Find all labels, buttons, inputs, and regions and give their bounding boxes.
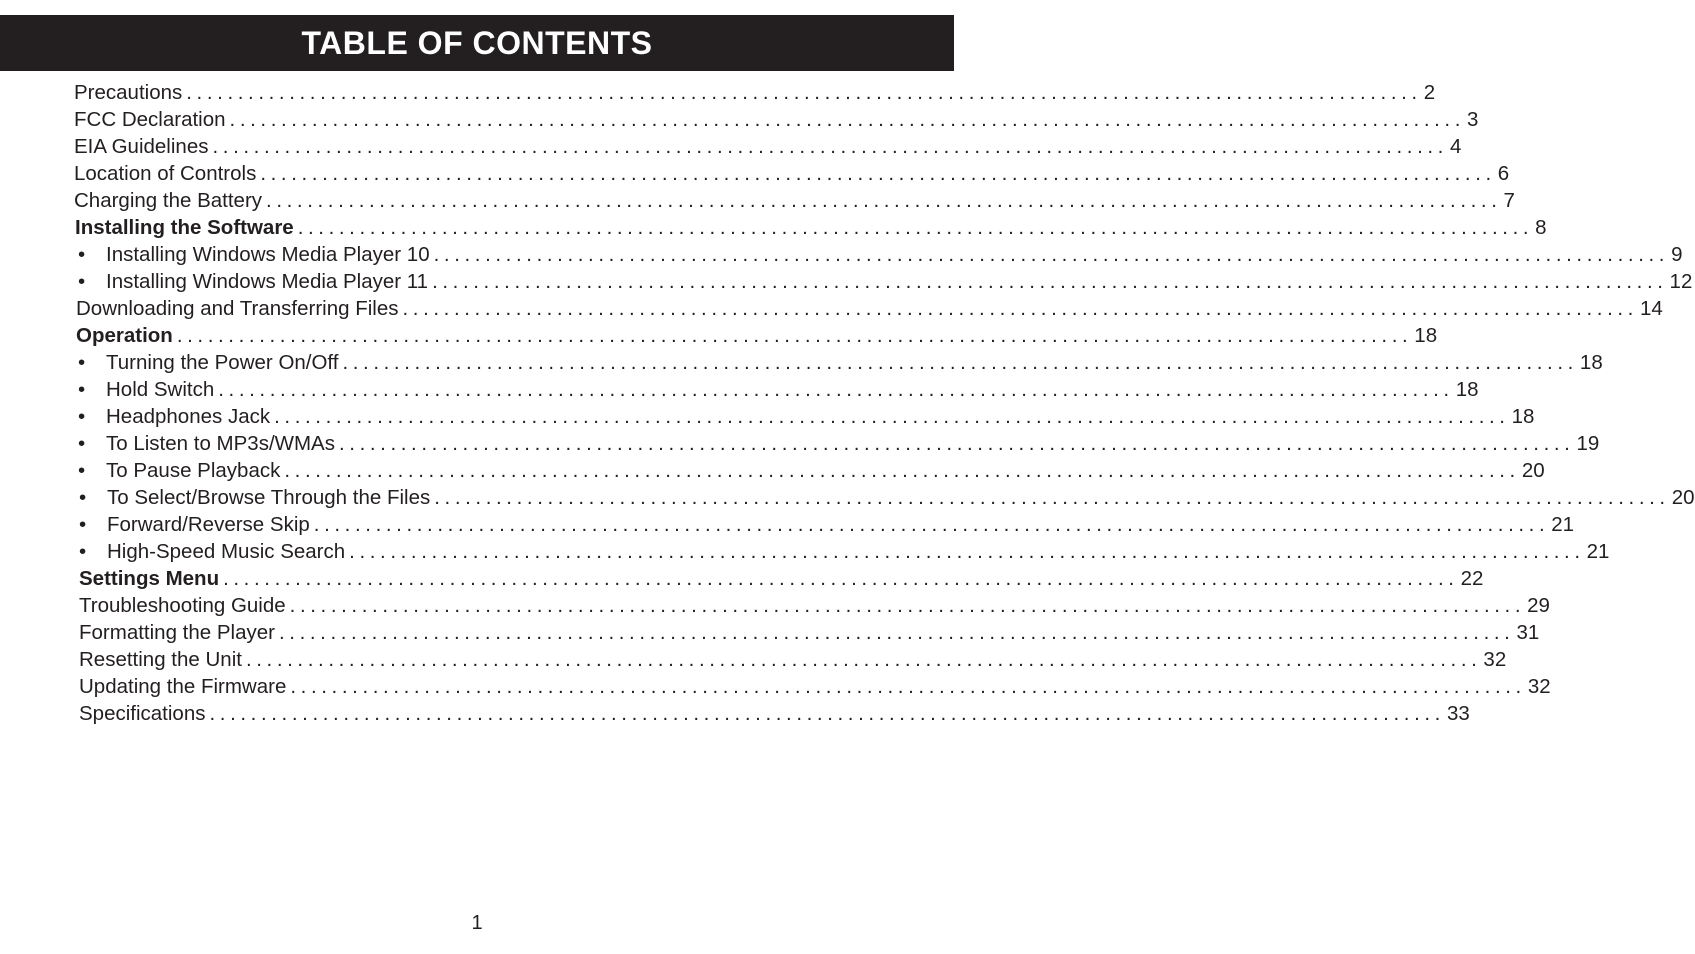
toc-entry-page: 32 — [1527, 674, 1551, 698]
toc-entry-page: 31 — [1516, 620, 1540, 644]
toc-entry-page: 32 — [1483, 647, 1507, 671]
dot-leader: ........................................................................................................................ — [434, 485, 1670, 509]
toc-entry — [0, 214, 1547, 241]
toc-entry — [0, 241, 1683, 268]
toc-entry-title: Headphones Jack — [106, 404, 271, 428]
table-of-contents — [0, 79, 1695, 727]
toc-entry — [0, 268, 1693, 295]
dot-leader: ........................................................................................................................ — [349, 539, 1585, 563]
dot-leader: ........................................................................................................................ — [342, 350, 1578, 374]
toc-entry-title: Location of Controls — [74, 161, 257, 185]
toc-entry-title: Installing Windows Media Player 10 — [106, 242, 430, 266]
toc-entry-page: 4 — [1449, 134, 1462, 158]
toc-entry-page: 19 — [1576, 431, 1600, 455]
toc-entry-page: 3 — [1467, 107, 1479, 131]
bullet-icon: • — [78, 350, 86, 374]
dot-leader: ........................................................................................................................ — [223, 566, 1459, 590]
toc-entry-title: FCC Declaration — [74, 107, 226, 131]
toc-entry-page: 29 — [1527, 593, 1550, 617]
toc-entry-title: Charging the Battery — [74, 188, 263, 212]
toc-entry — [0, 322, 1438, 349]
dot-leader: ........................................................................................................................ — [402, 296, 1638, 320]
toc-entry-page: 33 — [1446, 701, 1470, 725]
toc-entry-title: To Select/Browse Through the Files — [107, 485, 431, 509]
dot-leader: ........................................................................................................................ — [432, 269, 1668, 293]
dot-leader: ........................................................................................................................ — [290, 674, 1526, 698]
dot-leader: ........................................................................................................................ — [229, 107, 1465, 131]
dot-leader: ........................................................................................................................ — [313, 512, 1550, 536]
toc-entry — [0, 619, 1540, 646]
dot-leader: ........................................................................................................................ — [186, 80, 1422, 104]
toc-entry-page: 18 — [1511, 404, 1535, 428]
toc-entry — [0, 376, 1479, 403]
dot-leader: ........................................................................................................................ — [245, 647, 1482, 671]
bullet-icon: • — [79, 485, 87, 509]
toc-entry — [0, 646, 1507, 673]
bullet-icon: • — [78, 242, 86, 266]
dot-leader: ........................................................................................................................ — [176, 323, 1413, 347]
toc-entry-title: Specifications — [79, 701, 206, 725]
toc-entry — [0, 295, 1663, 322]
dot-leader: ........................................................................................................................ — [209, 701, 1445, 725]
toc-entry — [0, 160, 1510, 187]
toc-entry — [0, 430, 1600, 457]
toc-entry — [0, 673, 1551, 700]
toc-entry — [0, 457, 1545, 484]
bullet-icon: • — [79, 539, 87, 563]
page-title: TABLE OF CONTENTS — [301, 24, 653, 61]
toc-entry-title: To Pause Playback — [106, 458, 281, 482]
toc-entry-title: Hold Switch — [106, 377, 215, 401]
toc-entry-title: Troubleshooting Guide — [79, 593, 286, 617]
toc-entry-title: Resetting the Unit — [79, 647, 242, 671]
toc-entry-title: To Listen to MP3s/WMAs — [106, 431, 335, 455]
toc-entry-page: 21 — [1551, 512, 1575, 536]
dot-leader: ........................................................................................................................ — [433, 242, 1670, 266]
toc-entry-page: 18 — [1579, 350, 1603, 374]
toc-entry-title: High-Speed Music Search — [107, 539, 346, 563]
toc-entry — [0, 565, 1484, 592]
toc-entry-page: 12 — [1669, 269, 1693, 293]
dot-leader: ........................................................................................................................ — [260, 161, 1496, 185]
bullet-icon: • — [78, 269, 86, 293]
dot-leader: ........................................................................................................................ — [266, 188, 1502, 212]
toc-entry-page: 14 — [1639, 296, 1663, 320]
toc-entry-page: 9 — [1671, 242, 1683, 266]
toc-entry — [0, 538, 1610, 565]
toc-entry-page: 22 — [1460, 566, 1484, 590]
toc-entry-title: Installing Windows Media Player 11 — [106, 269, 429, 293]
dot-leader: ........................................................................................................................ — [284, 458, 1520, 482]
toc-entry — [0, 403, 1535, 430]
toc-entry-page: 18 — [1414, 323, 1438, 347]
toc-entry-title: Turning the Power On/Off — [106, 350, 339, 374]
dot-leader: ........................................................................................................................ — [212, 134, 1448, 158]
toc-entry-title: Forward/Reverse Skip — [107, 512, 310, 536]
toc-entry — [0, 133, 1462, 160]
toc-entry-page: 6 — [1497, 161, 1510, 185]
dot-leader: ........................................................................................................................ — [297, 215, 1534, 239]
dot-leader: ........................................................................................................................ — [289, 593, 1526, 617]
bullet-icon: • — [78, 458, 86, 482]
bullet-icon: • — [78, 431, 86, 455]
toc-entry-title: EIA Guidelines — [74, 134, 209, 158]
bullet-icon: • — [78, 377, 86, 401]
toc-entry-page: 18 — [1455, 377, 1479, 401]
toc-entry — [0, 511, 1575, 538]
toc-entry-page: 8 — [1535, 215, 1547, 239]
toc-entry — [0, 592, 1550, 619]
toc-entry-title: Formatting the Player — [79, 620, 275, 644]
toc-entry-page: 21 — [1586, 539, 1610, 563]
toc-entry — [0, 484, 1695, 511]
bullet-icon: • — [79, 512, 87, 536]
dot-leader: ........................................................................................................................ — [274, 404, 1510, 428]
toc-entry-page: 2 — [1423, 80, 1436, 104]
toc-entry-title: Installing the Software — [75, 215, 294, 239]
toc-entry — [0, 79, 1436, 106]
dot-leader: ........................................................................................................................ — [218, 377, 1454, 401]
toc-entry-title: Downloading and Transferring Files — [76, 296, 399, 320]
toc-entry — [0, 106, 1479, 133]
toc-entry-title: Precautions — [74, 80, 183, 104]
toc-entry-page: 20 — [1521, 458, 1545, 482]
toc-entry — [0, 349, 1603, 376]
toc-entry-title: Operation — [76, 323, 173, 347]
toc-entry-page: 7 — [1503, 188, 1515, 212]
toc-entry-title: Updating the Firmware — [79, 674, 287, 698]
bullet-icon: • — [78, 404, 86, 428]
page-number: 1 — [471, 912, 483, 934]
dot-leader: ........................................................................................................................ — [338, 431, 1575, 455]
toc-entry-title: Settings Menu — [79, 566, 220, 590]
toc-entry — [0, 700, 1470, 727]
dot-leader: ........................................................................................................................ — [278, 620, 1515, 644]
toc-entry — [0, 187, 1515, 214]
header-bar — [0, 15, 954, 71]
toc-entry-page: 20 — [1671, 485, 1695, 509]
